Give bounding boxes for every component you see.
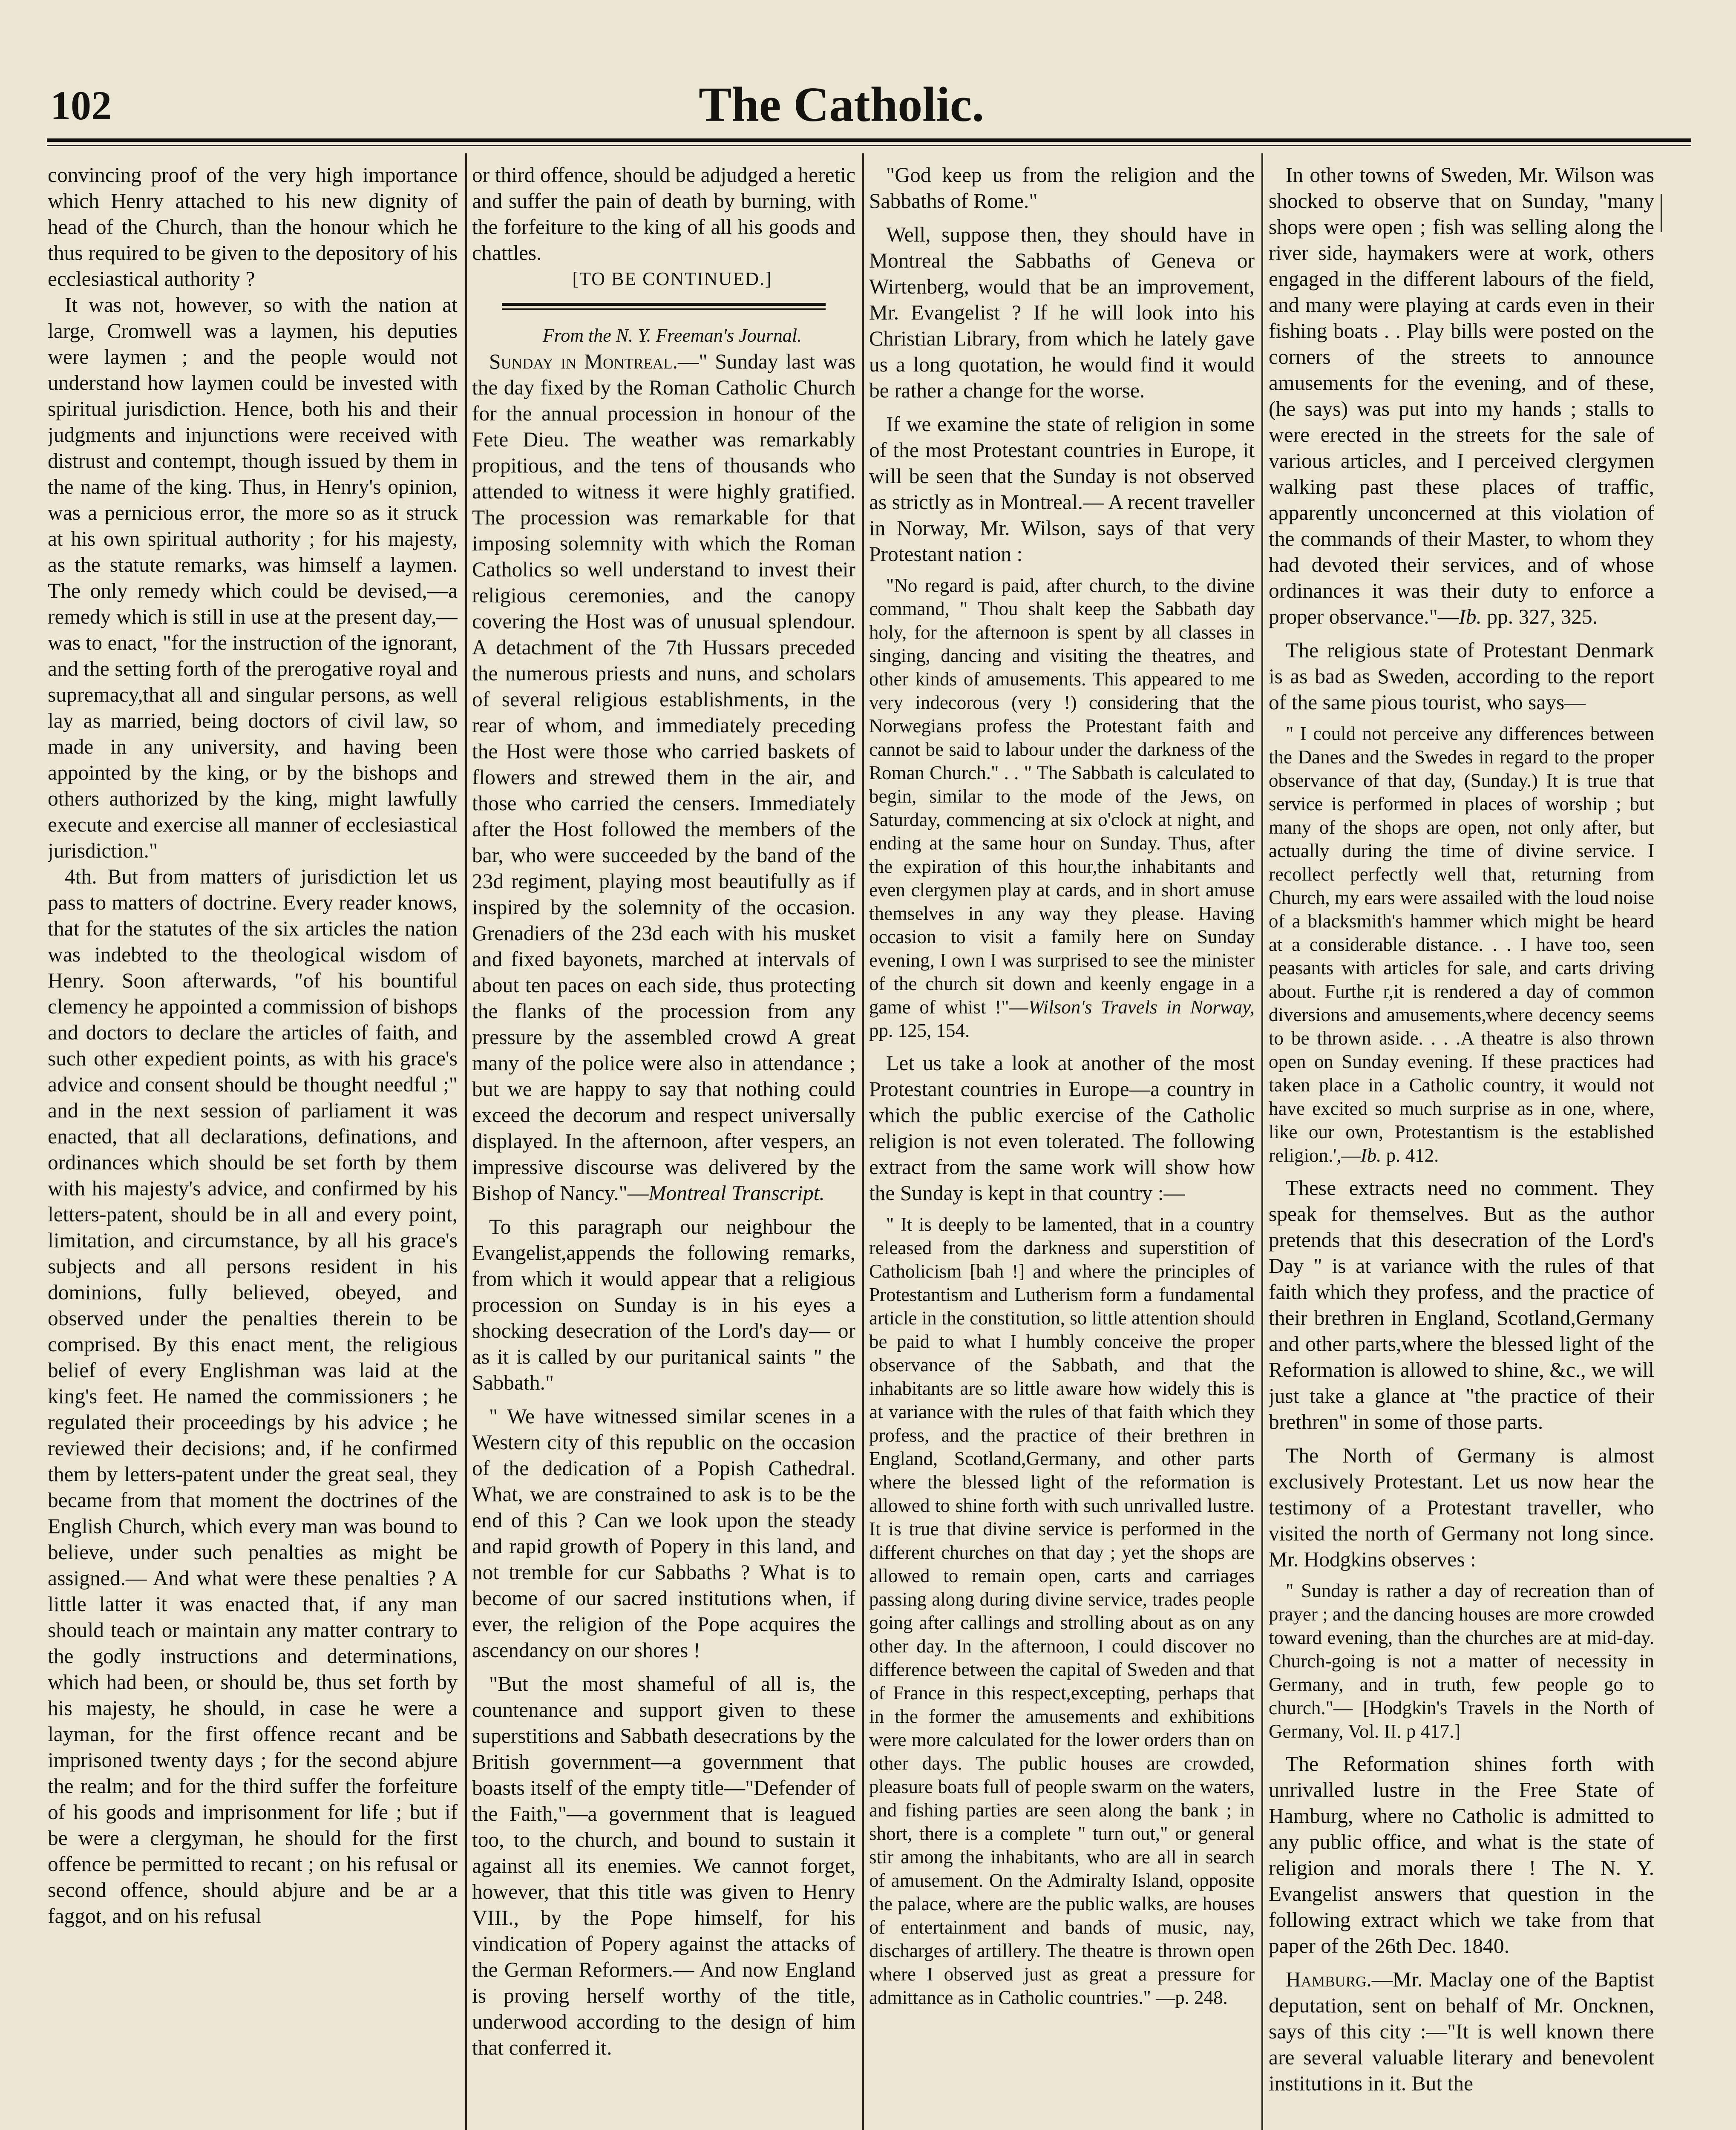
paragraph: Sunday in Montreal.—" Sunday last was the day fixed by the Roman Catholic Church for the annual procession in honour of the Fete Dieu. The weather was remarkably propitious, and the tens of thousands who attended to witness it were highly gratified. The procession was remarkable for that imposing solemnity with which the Roman Catholics so well understand to invest their religious ceremonies, and the canopy covering the Host was of unusual splendour. A detachment of the 7th Hussars preceded the numerous priests and nuns, and scholars of several religious establishments, in the rear of whom, and immediately preceding the Host were those who carried baskets of flowers and strewed them in the air, and those who carried the censers. Immediately after the Host followed the members of the bar, who were succeeded by the band of the 23d regiment, playing most beautifully as if inspired by the solemnity of the occasion. Grenadiers of the 23d each with his musket and fixed bayonets, marched at intervals of about ten paces on each side, thus protecting the flanks of the procession from any pressure by the assembled crowd A great many of the police were also in attendance ; but we are happy to say that nothing could exceed the decorum and respect universally displayed. In the afternoon, after vespers, an impressive discourse was delivered by the Bishop of Nancy."—Montreal Transcript.: [472, 350, 855, 1205]
masthead-title: The Catholic.: [699, 78, 985, 132]
quotation: " It is deeply to be lamented, that in a country released from the darkness and superstition of Catholicism [bah !] and where the principles of Protestantism and Lutherism form a fundamental article in the constitution, so little attention should be paid to what I humbly conceive the proper observance of the Sabbath, and that the inhabitants are so little aware how widely this is at variance with the rules of that faith which they profess, and the practice of their brethren in England, Scotland,Germany, and other parts where the blessed light of the reformation is allowed to shine forth with such unrivalled lustre. It is true that divine service is performed in the different churches on that day ; yet the shops are allowed to remain open, carts and carriages passing along during divine service, trades people going after callings and strolling about as on any other day. In the afternoon, I could discover no difference between the capital of Sweden and that of France in this respect,excepting, perhaps that in the former the amusements and exhibitions were more calculated for the lower orders than on other days. The public houses are crowded, pleasure boats full of people swarm on the waters, and fishing parties are seen along the bank ; in short, there is a complete " turn out," or general stir among the inhabitants, who are all in search of amusement. On the Admiralty Island, opposite the palace, where are the public walks, are houses of entertainment and bands of music, nay, discharges of artillery. The theatre is thrown open where I observed just as great a pressure for admittance as in Catholic countries." —p. 248.: [869, 1214, 1255, 2008]
article-separator: [502, 303, 826, 310]
paragraph: Well, suppose then, they should have in Montreal the Sabbaths of Geneva or Wirtenberg, would that be an improvement, Mr. Evangelist ? If he will look into his Christian Library, from which he lately gave us a long quotation, he would find it would be rather a change for the worse.: [869, 223, 1255, 402]
article-source: From the N. Y. Freeman's Journal.: [542, 325, 802, 346]
citation: Ib.: [1459, 605, 1482, 628]
quotation: "No regard is paid, after church, to the divine command, " Thou shalt keep the Sabbath day holy, for the afternoon is spent by all classes in singing, dancing and visiting the theatres, and other kinds of amusements. This appeared to me very indecorous (very !) considering that the Norwegians profess the Protestant faith and cannot be said to labour under the darkness of the Roman Church." . . " The Sabbath is calculated to begin, similar to the mode of the Jews, on Saturday, commencing at six o'clock at night, and ending at the same hour on Sunday. Thus, after the expiration of this hour,the inhabitants and even clergymen play at cards, and in short amuse themselves in any way they please. Having occasion to visit a family here on Sunday evening, I own I was surprised to see the minister of the church sit down and keenly engage in a game of whist !"—Wilson's Travels in Norway, pp. 125, 154.: [869, 575, 1255, 1041]
citation: Ib.: [1360, 1145, 1382, 1166]
paragraph: If we examine the state of religion in some of the most Protestant countries in Europe, it will be seen that the Sunday is not observed as strictly as in Montreal.— A recent traveller in Norway, Mr. Wilson, says of that very Protestant nation :: [869, 412, 1255, 566]
paragraph: "But the most shameful of all is, the countenance and support given to these superstitions and Sabbath desecrations by the British government—a government that boasts itself of the empty title—"Defender of the Faith,"—a government that is leagued too, to the church, and bound to sustain it against all its enemies. We cannot forget, however, that this title was given to Henry VIII., by the Pope himself, for his vindication of Popery against the attacks of the German Reformers.— And now England is proving herself worthy of the title, underwood according to the design of him that conferred it.: [472, 1672, 855, 2059]
paragraph: The North of Germany is almost exclusively Protestant. Let us now hear the testimony of a Protestant traveller, who visited the north of Germany not long since. Mr. Hodgkins observes :: [1269, 1444, 1654, 1571]
paragraph: convincing proof of the very high importance which Henry attached to his new dignity of head of the Church, than the honour which he thus required to be given to the depository of his ecclesiastical authority ?: [48, 163, 458, 291]
paragraph: The religious state of Protestant Denmark is as bad as Sweden, according to the report of the same pious tourist, who says—: [1269, 639, 1654, 714]
paragraph: To this paragraph our neighbour the Evangelist,appends the following remarks, from which it would appear that a religious procession on Sunday is in his eyes a shocking desecration of the Lord's day— or as it is called by our puritanical saints " the Sabbath.": [472, 1215, 855, 1394]
citation: Montreal Transcript.: [648, 1181, 825, 1205]
paragraph: "God keep us from the religion and the Sabbaths of Rome.": [869, 163, 1255, 213]
column-4: [1269, 162, 1654, 2130]
column-divider: [465, 153, 467, 2130]
article-lead: Hamburg.: [1286, 1968, 1372, 1991]
paragraph: Let us take a look at another of the most Protestant countries in Europe—a country in which the public exercise of the Catholic religion is not even tolerated. The following extract from the same work will show how the Sunday is kept in that country :—: [869, 1051, 1255, 1205]
paragraph: " We have witnessed similar scenes in a Western city of this republic on the occasion of the dedication of a Popish Cathedral. What, we are constrained to ask is to be the end of this ? Can we look upon the steady and rapid growth of Popery in this land, and not tremble for cur Sabbaths ? What is to become of our sacred institutions when, if ever, the religion of the Pope acquires the ascendancy on our shores !: [472, 1405, 855, 1662]
column-1: [48, 162, 458, 2130]
column-divider: [1261, 153, 1263, 2130]
column-divider: [862, 153, 864, 2130]
column-2: [472, 162, 855, 2130]
paragraph: The Reformation shines forth with unrivalled lustre in the Free State of Hamburg, where no Catholic is admitted to any public office, and what is the state of religion and morals there ! The N. Y. Evangelist answers that question in the following extract which we take from that paper of the 26th Dec. 1840.: [1269, 1752, 1654, 1957]
paragraph: Hamburg.—Mr. Maclay one of the Baptist deputation, sent on behalf of Mr. Oncknen, says of this city :—"It is well known there are several valuable literary and benevolent institutions in it. But the: [1269, 1968, 1654, 2095]
quotation: " I could not perceive any differences between the Danes and the Swedes in regard to the proper observance of that day, (Sunday.) It is true that service is performed in places of worship ; but many of the shops are open, not only after, but actually during the time of divine service. I recollect perfectly well that, returning from Church, my ears were assailed with the loud noise of a blacksmith's hammer which might be heard at a considerable distance. . . I have too, seen peasants with articles for sale, and carts driving about. Furthe r,it is rendered a day of common diversions and amusements,where decency seems to be thrown aside. . . .A theatre is also thrown open on Sunday evening. If these practices had taken place in a Catholic country, it would not have excited so much surprise as in one, where, like our own, Protestantism is the established religion.',—Ib. p. 412.: [1269, 723, 1654, 1166]
column-3: [869, 162, 1255, 2130]
paragraph: In other towns of Sweden, Mr. Wilson was shocked to observe that on Sunday, "many shops were open ; fish was selling along the river side, haymakers were at work, others engaged in the different labours of the field, and many were playing at cards even in their fishing boats . . Play bills were posted on the corners of the streets to announce amusements for the evening, and of these, (he says) was put into my hands ; stalls to were erected in the streets for the sale of various articles, and I perceived clergymen walking past these places of traffic, apparently unconcerned at this violation of the commands of their Master, to whom they had devoted their services, and of whose ordinances it was their duty to enforce a proper observance."—Ib. pp. 327, 325.: [1269, 163, 1654, 628]
to-be-continued-note: [TO BE CONTINUED.]: [572, 268, 772, 289]
margin-mark: [1661, 194, 1662, 232]
header-rule-thick: [47, 138, 1691, 142]
article-lead: Sunday in Montreal.: [489, 350, 678, 373]
paragraph: 4th. But from matters of jurisdiction let us pass to matters of doctrine. Every reader knows, that for the statutes of the six articles the nation was indebted to the theological wisdom of Henry. Soon afterwards, "of his bountiful clemency he appointed a commission of bishops and doctors to declare the articles of faith, and such other expedient points, as with his grace's advice and consent should be thought needful ;" and in the next session of parliament it was enacted, that all declarations, definations, and ordinances which should be set forth by them with his majesty's advice, and confirmed by his letters-patent, should be in all and every point, limitation, and circumstance, by all his grace's subjects and all persons resident in his dominions, fully believed, obeyed, and observed under the penalties therein to be comprised. By this enact ment, the religious belief of every Englishman was laid at the king's feet. He named the commissioners ; he regulated their proceedings by his advice ; he reviewed their decisions; and, if he confirmed them by letters-patent under the great seal, they became from that moment the doctrines of the English Church, which every man was bound to believe, under such penalties as might be assigned.— And what were these penalties ? A little latter it was enacted that, if any man should teach or maintain any matter contrary to the godly instructions and determinations, which had been, or should be, thus set forth by his majesty, he should, in case he were a layman, for the first offence recant and be imprisoned twenty days ; for the second abjure the realm; and for the third suffer the forfeiture of his goods and imprisonment for life ; but if be were a clergyman, he should for the first offence be permitted to recant ; on his refusal or second offence, should abjure and be ar a faggot, and on his refusal: [48, 865, 458, 1928]
citation: Wilson's Travels in Norway,: [1028, 996, 1255, 1018]
header-rule-thin: [47, 145, 1691, 146]
paragraph: or third offence, should be adjudged a heretic and suffer the pain of death by burning, with the forfeiture to the king of all his goods and chattles.: [472, 163, 855, 265]
paragraph: It was not, however, so with the nation at large, Cromwell was a laymen, his deputies were laymen ; and the people would not understand how laymen could be invested with spiritual jurisdiction. Hence, both his and their judgments and injunctions were received with distrust and contempt, though issued by them in the name of the king. Thus, in Henry's opinion, was a pernicious error, the more so as it struck at his own spiritual authority ; for his majesty, as the statute remarks, was himself a laymen. The only remedy which could be devised,—a remedy which is still in use at the present day,—was to enact, "for the instruction of the ignorant, and the setting forth of the prerogative royal and supremacy,that all and singular persons, as well lay as married, being doctors of civil law, so made in any university, and having been appointed by the king, or by the bishops and others authorized by the king, might lawfully execute and exercise all manner of ecclesiastical jurisdiction.": [48, 293, 458, 862]
page-number: 102: [50, 83, 112, 128]
quotation: " Sunday is rather a day of recreation than of prayer ; and the dancing houses are more crowded toward evening, than the churches are at mid-day. Church-going is not a matter of necessity in Germany, and in truth, few people go to church."— [Hodgkin's Travels in the North of Germany, Vol. II. p 417.]: [1269, 1580, 1654, 1742]
paragraph: These extracts need no comment. They speak for themselves. But as the author pretends that this desecration of the Lord's Day " is at variance with the rules of that faith which they profess, and the practice of their brethren in England, Scotland,Germany and other parts,where the blessed light of the Reformation is allowed to shine, &c., we will just take a glance at "the practice of their brethren" in some of those parts.: [1269, 1176, 1654, 1433]
